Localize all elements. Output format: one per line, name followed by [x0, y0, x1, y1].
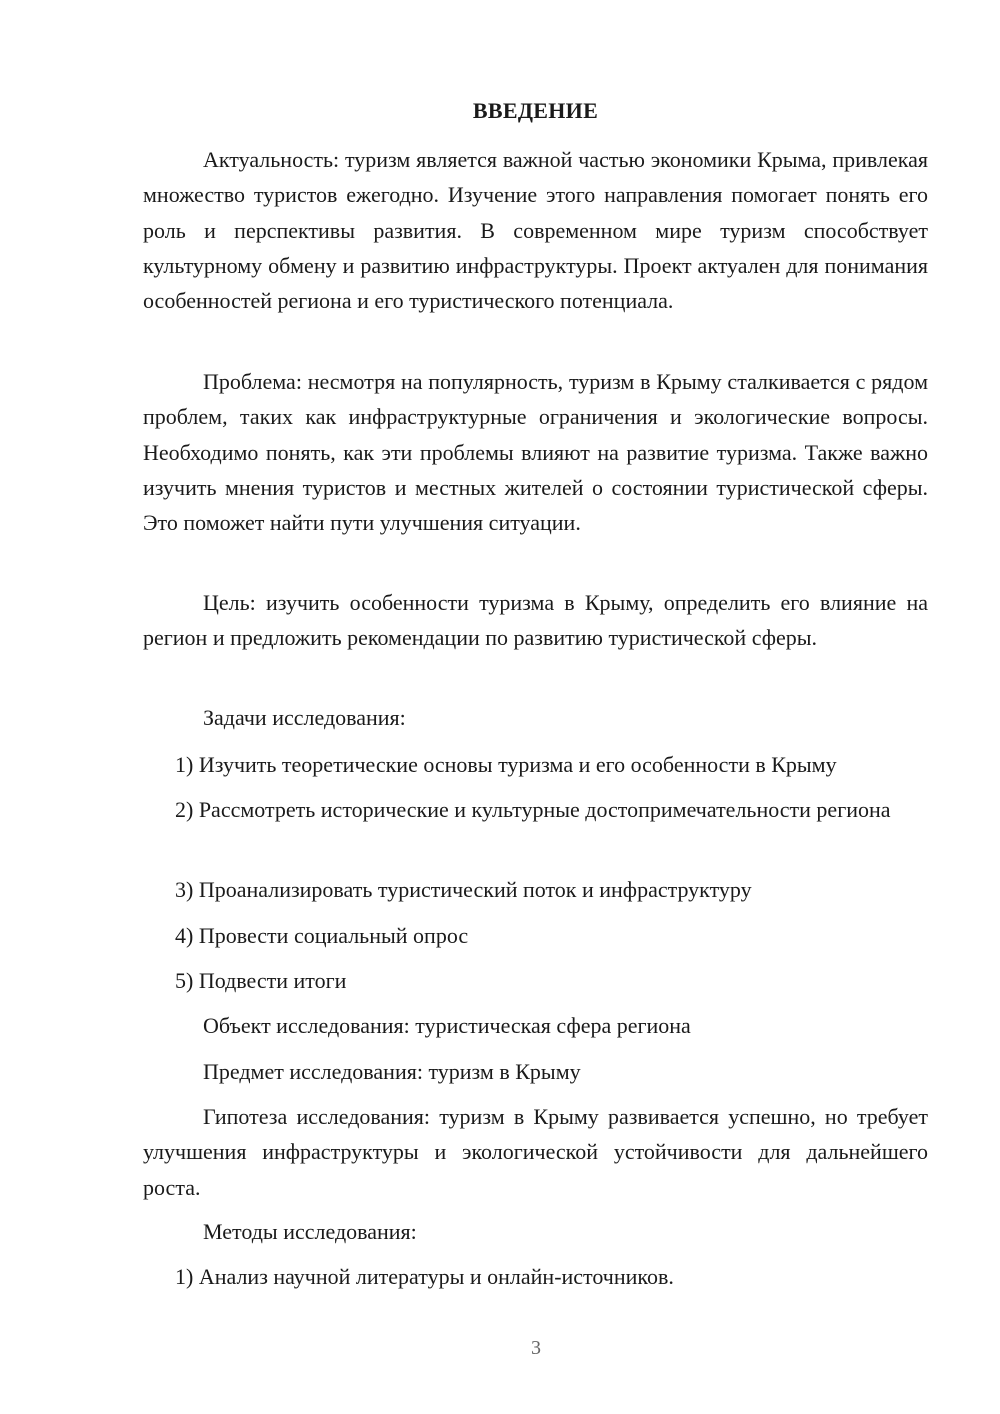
- relevance-paragraph: Актуальность: туризм является важной частью экономики Крыма, привлекая множество туристов ежегодно. Изучение этого направления помогает понять его роль и перспективы развития. В современном мире туризм способствует культурному обмену и развитию инфраструктуры. Проект актуален для понимания особенностей региона и его туристического потенциала.: [143, 147, 928, 314]
- research-subject: Предмет исследования: туризм в Крыму: [203, 1059, 581, 1084]
- problem-paragraph: Проблема: несмотря на популярность, туризм в Крыму сталкивается с рядом проблем, таких как инфраструктурные ограничения и экологические вопросы. Необходимо понять, как эти проблемы влияют на развитие туризма. Также важно изучить мнения туристов и местных жителей о состоянии туристической сферы. Это поможет найти пути улучшения ситуации.: [143, 369, 928, 536]
- research-object: Объект исследования: туристическая сфера региона: [203, 1013, 691, 1038]
- page-number: 3: [531, 1337, 541, 1359]
- methods-heading: Методы исследования:: [203, 1219, 417, 1244]
- tasks-heading: Задачи исследования:: [203, 705, 406, 730]
- hypothesis-paragraph: Гипотеза исследования: туризм в Крыму развивается успешно, но требует улучшения инфраструктуры и экологической устойчивости для дальнейшего роста.: [143, 1104, 928, 1200]
- goal-paragraph: Цель: изучить особенности туризма в Крыму, определить его влияние на регион и предложить рекомендации по развитию туристической сферы.: [143, 590, 928, 651]
- section-title: ВВЕДЕНИЕ: [472, 98, 599, 123]
- task-item: 1) Изучить теоретические основы туризма и его особенности в Крыму: [175, 752, 837, 777]
- task-item: 3) Проанализировать туристический поток и инфраструктуру: [175, 877, 752, 902]
- task-item: 2) Рассмотреть исторические и культурные достопримечательности региона: [175, 797, 891, 822]
- task-item: 5) Подвести итоги: [175, 968, 347, 993]
- task-item: 4) Провести социальный опрос: [175, 923, 469, 948]
- method-item: 1) Анализ научной литературы и онлайн-источников.: [175, 1264, 674, 1289]
